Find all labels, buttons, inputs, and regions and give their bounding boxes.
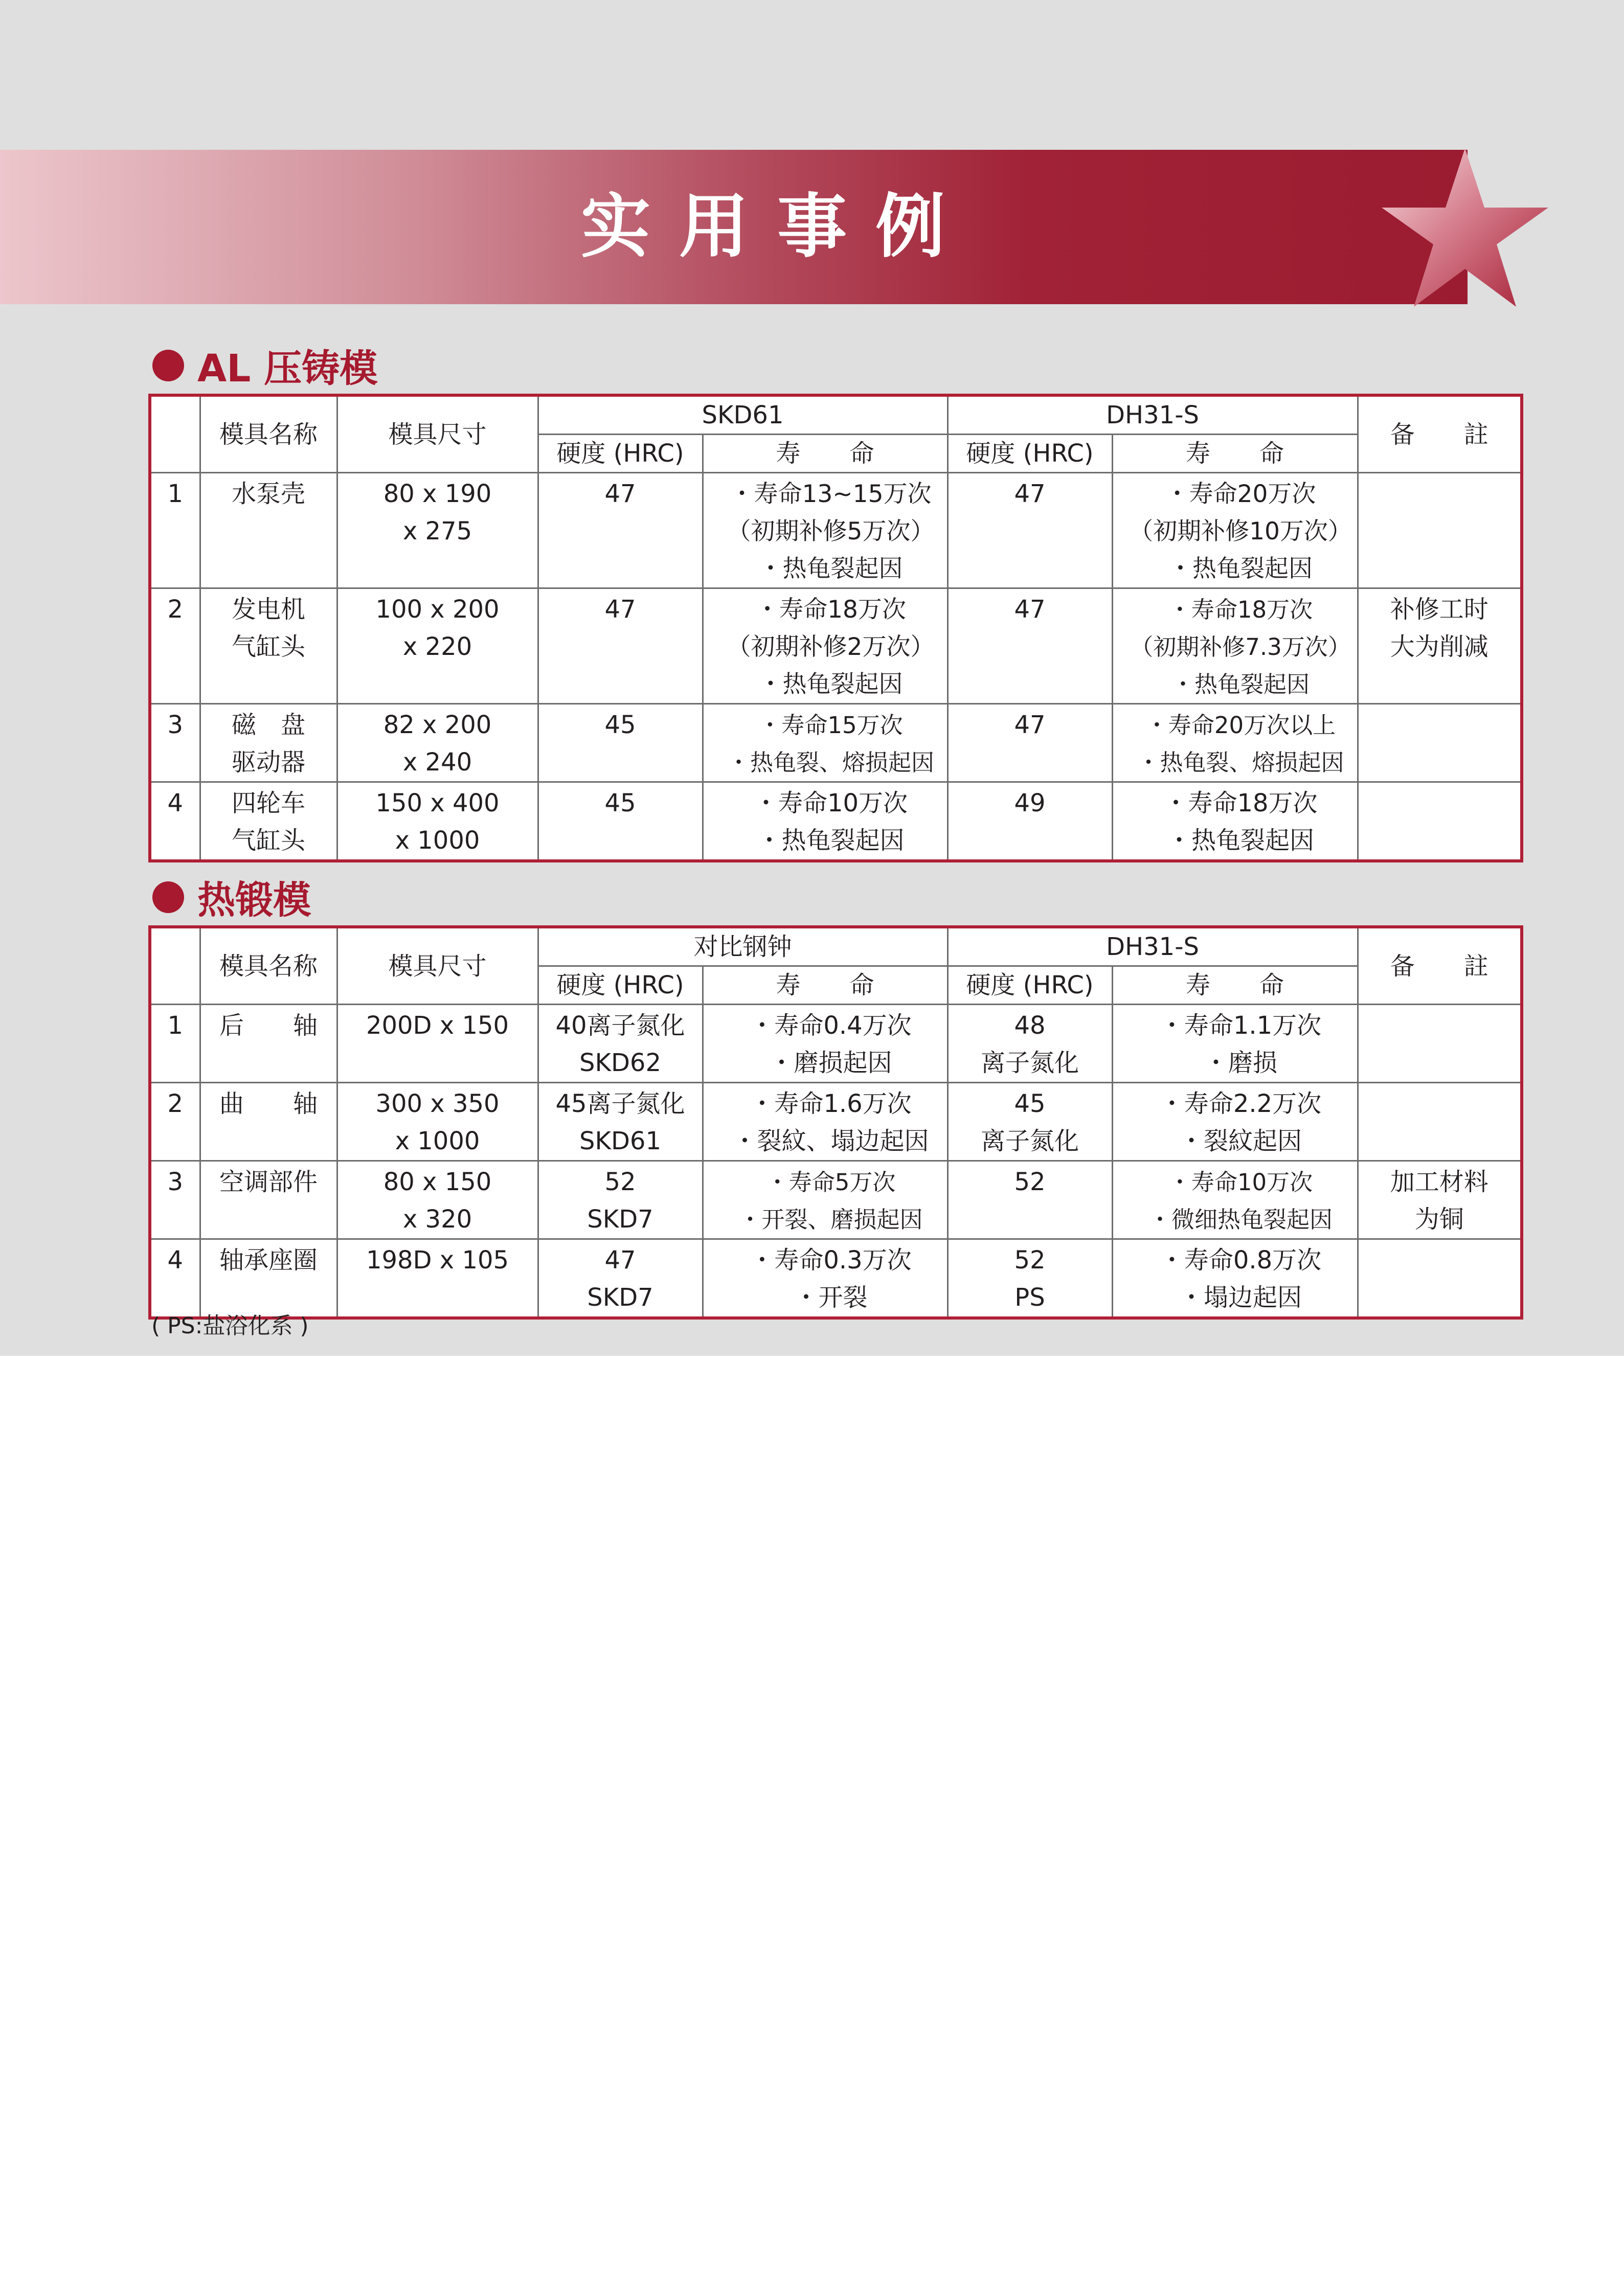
hardness-value: 47 — [948, 588, 1112, 704]
die-name: 发电机 气缸头 — [200, 588, 337, 704]
remark-value — [1358, 704, 1522, 782]
die-size: 198D x 105 — [337, 1239, 538, 1319]
die-size: 80 x 150 x 320 — [337, 1161, 538, 1239]
bullet-icon — [152, 350, 184, 381]
life-value: ・寿命18万次 （初期补修2万次） ・热龟裂起因 — [703, 588, 948, 704]
al-section-title: AL 压铸模 — [197, 347, 378, 391]
die-name: 水泵壳 — [200, 473, 337, 588]
table-row — [150, 704, 1522, 782]
life-header: 寿 命 — [1112, 435, 1358, 473]
row-number: 2 — [150, 1083, 200, 1161]
hardness-value: 52 PS — [948, 1239, 1112, 1319]
life-value: ・寿命1.6万次 ・裂紋、塌边起因 — [703, 1083, 948, 1161]
name-header: 模具名称 — [200, 927, 337, 1005]
hardness-header: 硬度 (HRC) — [538, 966, 703, 1005]
hardness-value: 47 — [538, 473, 703, 588]
name-header: 模具名称 — [200, 395, 337, 473]
row-number: 1 — [150, 1005, 200, 1083]
remark-value — [1358, 1239, 1522, 1319]
life-value: ・寿命18万次 ・热龟裂起因 — [1112, 782, 1358, 861]
table-row — [150, 782, 1522, 861]
hardness-value: 45离子氮化 SKD61 — [538, 1083, 703, 1161]
row-number: 3 — [150, 704, 200, 782]
life-value: ・寿命0.3万次 ・开裂 — [703, 1239, 948, 1319]
life-value: ・寿命15万次 ・热龟裂、熔损起因 — [703, 704, 948, 782]
footnote: ( PS:盐浴化系 ) — [151, 1313, 309, 1339]
life-value: ・寿命0.4万次 ・磨损起因 — [703, 1005, 948, 1083]
hardness-value: 47 — [538, 588, 703, 704]
table-row — [150, 1083, 1522, 1161]
row-number: 2 — [150, 588, 200, 704]
remark-header: 备 註 — [1358, 395, 1522, 473]
hardness-value: 47 — [948, 473, 1112, 588]
life-value: ・寿命10万次 ・热龟裂起因 — [703, 782, 948, 861]
al-section-heading — [152, 340, 377, 391]
life-value: ・寿命20万次 （初期补修10万次） ・热龟裂起因 — [1112, 473, 1358, 588]
group2-header: DH31-S — [948, 927, 1358, 966]
hardness-header: 硬度 (HRC) — [948, 966, 1112, 1005]
life-value: ・寿命2.2万次 ・裂紋起因 — [1112, 1083, 1358, 1161]
life-value: ・寿命10万次 ・微细热龟裂起因 — [1112, 1161, 1358, 1239]
table-row — [150, 588, 1522, 704]
hardness-value: 49 — [948, 782, 1112, 861]
size-header: 模具尺寸 — [337, 395, 538, 473]
die-name: 后 轴 — [200, 1005, 337, 1083]
life-header: 寿 命 — [703, 966, 948, 1005]
al-die-table — [148, 394, 1523, 862]
no-header — [150, 927, 200, 1005]
row-number: 4 — [150, 782, 200, 861]
hardness-value: 47 SKD7 — [538, 1239, 703, 1319]
row-number: 3 — [150, 1161, 200, 1239]
hardness-value: 45 离子氮化 — [948, 1083, 1112, 1161]
die-size: 150 x 400 x 1000 — [337, 782, 538, 861]
life-value: ・寿命5万次 ・开裂、磨损起因 — [703, 1161, 948, 1239]
die-name: 轴承座圈 — [200, 1239, 337, 1319]
die-size: 300 x 350 x 1000 — [337, 1083, 538, 1161]
life-header: 寿 命 — [1112, 966, 1358, 1005]
die-name: 四轮车 气缸头 — [200, 782, 337, 861]
life-value: ・寿命1.1万次 ・磨损 — [1112, 1005, 1358, 1083]
die-name: 空调部件 — [200, 1161, 337, 1239]
life-value: ・寿命0.8万次 ・塌边起因 — [1112, 1239, 1358, 1319]
forge-section-title: 热锻模 — [197, 878, 311, 922]
die-size: 82 x 200 x 240 — [337, 704, 538, 782]
row-number: 4 — [150, 1239, 200, 1319]
life-value: ・寿命18万次 （初期补修7.3万次） ・热龟裂起因 — [1112, 588, 1358, 704]
group1-header: SKD61 — [538, 395, 948, 435]
table-row — [150, 473, 1522, 588]
life-value: ・寿命20万次以上 ・热龟裂、熔损起因 — [1112, 704, 1358, 782]
life-value: ・寿命13~15万次 （初期补修5万次） ・热龟裂起因 — [703, 473, 948, 588]
size-header: 模具尺寸 — [337, 927, 538, 1005]
group2-header: DH31-S — [948, 395, 1358, 435]
hardness-value: 45 — [538, 782, 703, 861]
remark-value: 加工材料 为铜 — [1358, 1161, 1522, 1239]
hardness-value: 52 SKD7 — [538, 1161, 703, 1239]
hardness-value: 52 — [948, 1161, 1112, 1239]
life-header: 寿 命 — [703, 435, 948, 473]
star-icon — [1381, 148, 1549, 310]
forge-section-heading — [152, 872, 311, 923]
remark-header: 备 註 — [1358, 927, 1522, 1005]
hardness-header: 硬度 (HRC) — [948, 435, 1112, 473]
die-size: 200D x 150 — [337, 1005, 538, 1083]
bullet-icon — [152, 881, 184, 913]
remark-value — [1358, 1083, 1522, 1161]
row-number: 1 — [150, 473, 200, 588]
hardness-value: 47 — [948, 704, 1112, 782]
table-row — [150, 1005, 1522, 1083]
die-size: 80 x 190 x 275 — [337, 473, 538, 588]
table-row — [150, 1239, 1522, 1319]
page-title: 实用事例 — [581, 187, 974, 267]
hardness-value: 45 — [538, 704, 703, 782]
table-row — [150, 1161, 1522, 1239]
remark-value — [1358, 782, 1522, 861]
hardness-value: 40离子氮化 SKD62 — [538, 1005, 703, 1083]
die-name: 磁 盘 驱动器 — [200, 704, 337, 782]
forge-die-table — [148, 925, 1523, 1320]
die-size: 100 x 200 x 220 — [337, 588, 538, 704]
hardness-value: 48 离子氮化 — [948, 1005, 1112, 1083]
no-header — [150, 395, 200, 473]
remark-value — [1358, 1005, 1522, 1083]
hardness-header: 硬度 (HRC) — [538, 435, 703, 473]
remark-value: 补修工时 大为削减 — [1358, 588, 1522, 704]
remark-value — [1358, 473, 1522, 588]
die-name: 曲 轴 — [200, 1083, 337, 1161]
group1-header: 对比钢钟 — [538, 927, 948, 966]
